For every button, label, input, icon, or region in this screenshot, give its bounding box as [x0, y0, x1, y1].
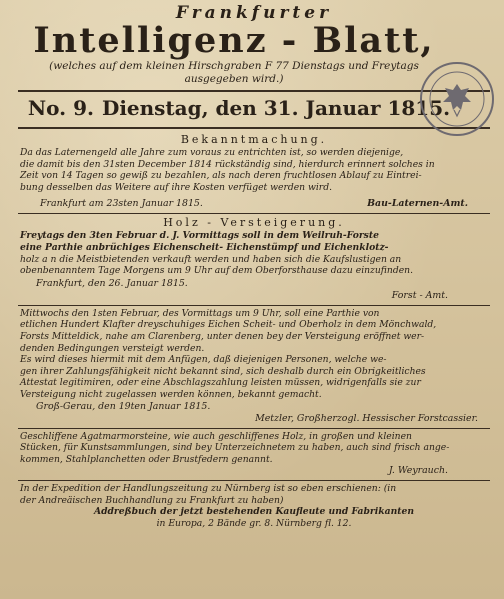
notice-line: holz a n die Meistbietenden verkauft werden und haben sich die Kaufslustigen an	[20, 253, 402, 265]
notice-line: eine Parthie anbrüchiges Eichenscheit- Eichenstümpf und Eichenklotz-	[20, 241, 389, 253]
notice-footer	[20, 198, 488, 210]
city-seal	[420, 62, 494, 136]
eagle-seal-icon	[422, 64, 492, 134]
divider	[18, 213, 490, 214]
notice-line: Geschliffene Agatmarmorsteine, wie auch geschliffenes Holz, in großen und kleinen	[20, 430, 412, 442]
notice-line: obenbenanntem Tage Morgens um 9 Uhr auf dem Oberforsthause dazu einzufinden.	[20, 265, 414, 277]
notice-line: Da das Laternengeld alle Jahre zum voraus zu entrichten ist, so werden diejenige,	[20, 147, 404, 158]
place-date: Frankfurt am 23sten Januar 1815.	[40, 198, 203, 210]
notice-line: Addreßbuch der jetzt bestehenden Kaufleute und Fabrikanten	[93, 506, 415, 518]
notice-addressbuch	[18, 483, 490, 529]
notice-line: In der Expedition der Handlungszeitung zu Nürnberg ist so eben erschienen: (in	[20, 483, 397, 495]
issue-line	[0, 92, 490, 123]
notice-line: bung desselben das Weitere auf ihre Kosten verfüget werden wird.	[20, 181, 333, 193]
notice-line: Mittwochs den 1sten Februar, des Vormittags um 9 Uhr, soll eine Parthie von	[20, 307, 380, 319]
place-date: Groß-Gerau, den 19ten Januar 1815.	[36, 400, 211, 412]
signature: Metzler, Großherzogl. Hessischer Forstcassier.	[255, 412, 478, 424]
notice-line: Forsts Mitteldick, nahe am Clarenberg, unter denen bey der Versteigung eröffnet wer-	[20, 330, 425, 342]
divider	[18, 428, 490, 429]
section-heading: Bekanntmachung.	[180, 133, 328, 146]
place-date: Frankfurt, den 26. Januar 1815.	[36, 277, 188, 289]
divider	[18, 480, 490, 481]
rule-issue	[18, 127, 490, 129]
signature: Bau-Laternen-Amt.	[367, 198, 468, 210]
notice-line: Versteigung nicht zugelassen werden können, bekannt gemacht.	[20, 388, 322, 400]
notice-line: gen ihrer Zahlungsfähigkeit nicht bekannt sind, sich deshalb durch ein Obrigkeitliches	[20, 365, 426, 377]
notice-line: der Andreäischen Buchhandlung zu Frankfurt zu haben)	[20, 494, 284, 506]
notice-agatmarmor	[18, 431, 490, 478]
notice-line: Freytags den 3ten Februar d. J. Vormittags soll in dem Weilruh-Forste	[20, 230, 379, 242]
notice-line: die damit bis den 31sten December 1814 rückständig sind, hierdurch erinnert solches in	[20, 158, 435, 170]
notice-line: Stücken, für Kunstsammlungen, sind bey Unterzeichnetem zu haben, auch sind frisch ange-	[20, 442, 450, 454]
masthead-top: Frankfurter	[175, 3, 333, 23]
divider	[18, 305, 490, 306]
signature: J. Weyrauch.	[388, 465, 448, 477]
masthead-subtitle-2: ausgegeben wird.)	[184, 73, 284, 85]
notice-mittwochs	[18, 308, 490, 425]
notice-laterngeld	[18, 133, 490, 210]
notice-line: Es wird dieses hiermit mit dem Anfügen, daß diejenigen Personen, welche we-	[20, 354, 387, 366]
section-heading: Holz - Versteigerung.	[163, 216, 345, 230]
signature: Forst - Amt.	[391, 289, 448, 301]
notice-line: kommen, Stahlplanchetten oder Brustfedern genannt.	[20, 453, 273, 465]
masthead-subtitle-1: (welches auf dem kleinen Hirschgraben F 77 Dienstags und Freytags	[49, 60, 419, 72]
notice-footer	[20, 401, 488, 413]
notice-footer	[20, 278, 488, 290]
notice-line: etlichen Hundert Klafter dreyschuhiges Eichen Scheit- und Oberholz in dem Mönchwald,	[20, 319, 437, 331]
notice-line: Zeit von 14 Tagen so gewiß zu bezahlen, als nach deren fruchtlosen Ablauf zu Eintrei-	[20, 170, 422, 182]
notice-line: in Europa, 2 Bände gr. 8. Nürnberg fl. 12.	[156, 518, 352, 530]
notice-line: denden Bedingungen versteigt werden.	[20, 342, 205, 354]
masthead-title: Intelligenz - Blatt,	[33, 20, 435, 61]
notice-holzversteigerung	[18, 216, 490, 301]
issue-date: Dienstag, den 31. Januar 1815.	[101, 96, 451, 120]
issue-number: No. 9.	[27, 96, 94, 120]
notice-line: Attestat legitimiren, oder eine Abschlagszahlung leisten müssen, widrigenfalls sie zur	[20, 377, 421, 389]
